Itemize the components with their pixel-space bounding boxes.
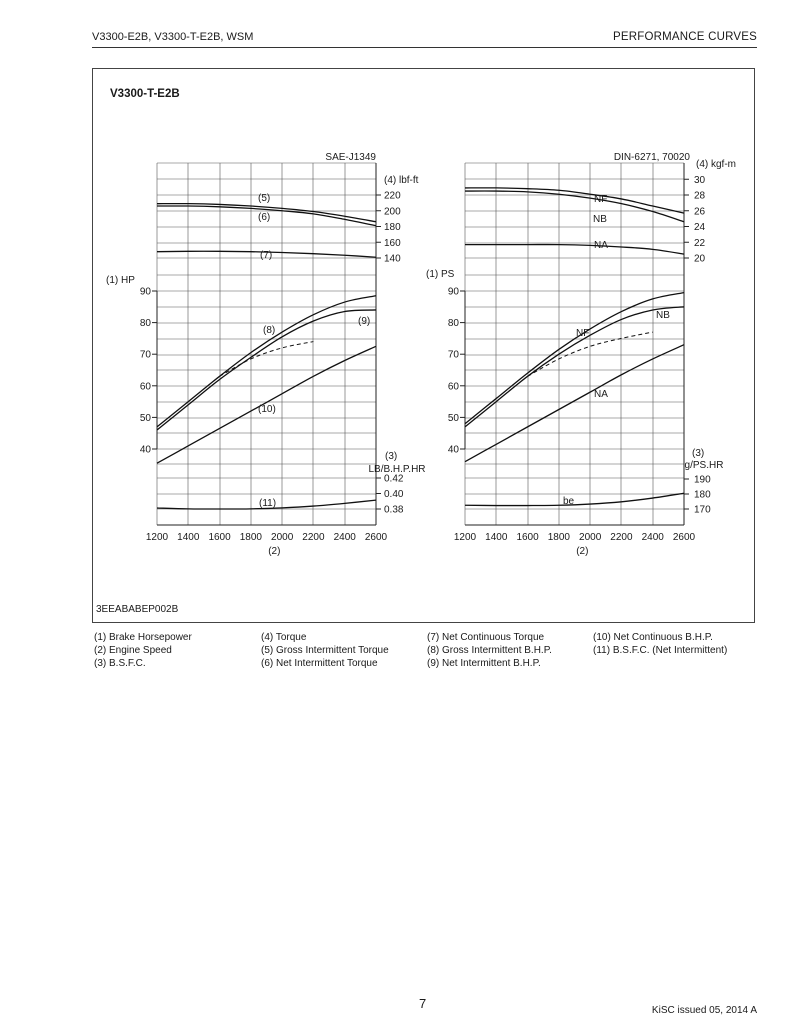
curve-label: (8) (263, 325, 276, 336)
power-tick-label: 70 (447, 349, 459, 361)
chart-title: DIN-6271, 70020 (613, 152, 690, 163)
bsfc-axis-label: (3) (692, 448, 705, 459)
header-document-title: V3300-E2B, V3300-T-E2B, WSM (92, 31, 254, 43)
figure-code: 3EEABABEP002B (96, 604, 179, 615)
chart-panel-2 (426, 152, 736, 557)
series-line-nf-power (465, 293, 684, 424)
power-tick-label: 40 (447, 444, 459, 456)
torque-tick-label: 180 (384, 222, 401, 233)
figure-title: V3300-T-E2B (110, 88, 180, 100)
x-axis-label: (2) (268, 546, 281, 557)
torque-tick-label: 22 (694, 237, 706, 249)
power-tick-label: 70 (139, 349, 151, 361)
x-tick-label: 1600 (208, 532, 231, 543)
bsfc-tick-label: 0.38 (384, 504, 404, 516)
torque-tick-label: 160 (384, 237, 401, 249)
curve-label: (6) (258, 212, 271, 223)
legend-item: (1) Brake Horsepower (94, 632, 192, 643)
x-tick-label: 1400 (177, 532, 200, 543)
x-tick-label: 1800 (239, 532, 262, 543)
power-tick-label: 60 (139, 381, 151, 393)
series-line-nb-torque (465, 191, 684, 222)
torque-tick-label: 140 (384, 253, 401, 265)
series-line-na-power (465, 345, 684, 462)
legend-item: (11) B.S.F.C. (Net Intermittent) (593, 645, 728, 656)
x-tick-label: 2000 (579, 532, 602, 543)
curve-label: (5) (258, 193, 271, 204)
legend-item: (7) Net Continuous Torque (427, 632, 545, 643)
power-axis-label: (1) PS (426, 269, 455, 280)
bsfc-tick-label: 0.42 (384, 473, 404, 485)
torque-tick-label: 30 (694, 174, 706, 186)
x-tick-label: 2200 (302, 532, 325, 543)
x-tick-label: 1200 (453, 532, 477, 543)
curve-label: (9) (358, 316, 371, 327)
bsfc-axis-unit: LB/B.H.P.HR (368, 464, 426, 475)
legend-item: (2) Engine Speed (94, 645, 172, 656)
x-axis-label: (2) (576, 546, 589, 557)
x-tick-label: 2400 (333, 532, 356, 543)
x-tick-label: 1800 (547, 532, 570, 543)
curve-label: NF (594, 194, 608, 205)
legend-item: (9) Net Intermittent B.H.P. (427, 658, 541, 669)
power-tick-label: 90 (447, 286, 459, 298)
issue-note: KiSC issued 05, 2014 A (651, 1005, 757, 1016)
series-line-nb-power (465, 307, 684, 427)
x-tick-label: 1600 (516, 532, 539, 543)
power-tick-label: 50 (139, 412, 151, 424)
torque-tick-label: 28 (694, 190, 706, 202)
bsfc-axis-unit: g/PS.HR (684, 460, 724, 471)
bsfc-tick-label: 170 (694, 504, 711, 516)
bsfc-tick-label: 180 (694, 489, 711, 501)
curve-label: NB (593, 214, 607, 225)
x-tick-label: 1400 (485, 532, 508, 543)
torque-axis-label: (4) lbf-ft (384, 175, 419, 186)
torque-tick-label: 220 (384, 190, 401, 202)
header-section-title: PERFORMANCE CURVES (613, 31, 757, 43)
curve-label: (11) (259, 498, 277, 509)
curve-label: (10) (258, 404, 276, 415)
curve-label: NF (576, 328, 590, 339)
bsfc-tick-label: 0.40 (384, 489, 404, 500)
power-axis-label: (1) HP (106, 275, 135, 286)
chart-title: SAE-J1349 (325, 152, 376, 163)
power-tick-label: 50 (447, 412, 459, 424)
torque-axis-label: (4) kgf-m (696, 159, 736, 170)
x-tick-label: 2400 (641, 532, 664, 543)
power-tick-label: 60 (447, 381, 459, 393)
bsfc-tick-label: 190 (694, 474, 711, 486)
torque-tick-label: 200 (384, 206, 401, 218)
series-line-be-bsfc (465, 493, 684, 505)
charts-group (106, 152, 736, 557)
torque-tick-label: 24 (694, 222, 706, 233)
legend-item: (4) Torque (261, 632, 307, 643)
torque-tick-label: 26 (694, 206, 706, 218)
series-line-na-torque (465, 245, 684, 255)
x-tick-label: 2600 (672, 532, 696, 543)
legend-item: (5) Gross Intermittent Torque (261, 645, 389, 656)
curve-label: NA (594, 240, 608, 251)
bsfc-axis-label: (3) (385, 451, 398, 462)
legend-item: (10) Net Continuous B.H.P. (593, 632, 713, 643)
power-tick-label: 80 (447, 318, 459, 330)
page-number: 7 (419, 996, 427, 1011)
torque-tick-label: 20 (694, 253, 706, 265)
x-tick-label: 2000 (271, 532, 294, 543)
curve-label: NA (594, 389, 608, 400)
power-tick-label: 40 (139, 444, 151, 456)
power-tick-label: 80 (139, 318, 151, 330)
curve-label: NB (656, 310, 670, 321)
curve-label: (7) (260, 250, 273, 261)
legend-item: (3) B.S.F.C. (94, 658, 146, 669)
x-tick-label: 2600 (364, 532, 388, 543)
x-tick-label: 2200 (610, 532, 633, 543)
power-tick-label: 90 (139, 286, 151, 298)
legend-item: (8) Gross Intermittent B.H.P. (427, 645, 552, 656)
chart-panel-1 (106, 152, 426, 557)
legend-item: (6) Net Intermittent Torque (261, 658, 378, 669)
curve-label: be (563, 496, 575, 507)
x-tick-label: 1200 (145, 532, 169, 543)
